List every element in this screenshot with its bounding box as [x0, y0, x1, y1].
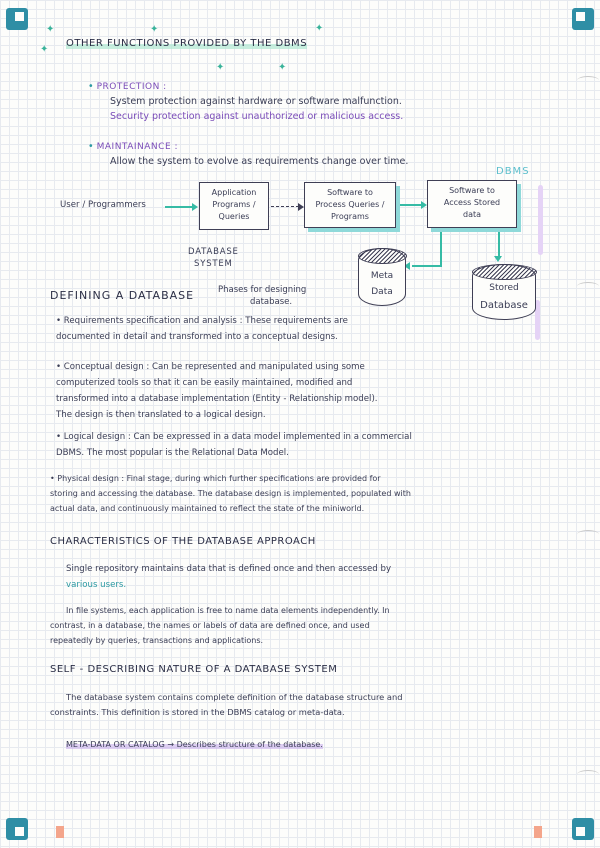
paragraph-line: transformed into a database implementation (Entity - Relationship model).: [56, 393, 378, 404]
box-line: Programs: [331, 212, 369, 221]
access-stored-data-box: [427, 180, 517, 228]
star-doodle-icon: ✦: [150, 24, 159, 35]
meta-data-note: [66, 740, 323, 749]
paragraph-line: actual data, and continuously maintained to reflect the state of the miniworld.: [50, 503, 365, 513]
paragraph-line: constraints. This definition is stored in the DBMS catalog or meta-data.: [50, 707, 345, 718]
protection-label: PROTECTION :: [96, 82, 167, 92]
box-line: Software to: [327, 188, 373, 197]
defining-heading: [50, 284, 194, 303]
arrow-apps-to-process: [271, 206, 299, 207]
defining-heading-text: DEFINING A DATABASE: [50, 289, 195, 302]
physical-paragraph: [50, 472, 565, 516]
single-repository-paragraph: [66, 562, 556, 594]
paragraph-line: • Logical design : Can be expressed in a data model implemented in a commercial: [56, 432, 412, 442]
paragraph-line: storing and accessing the database. The database design is implemented, populated with: [50, 488, 411, 498]
box-line: Process Queries /: [315, 200, 385, 209]
database-system-label: [188, 246, 239, 270]
cylinder-top: [472, 264, 537, 280]
paragraph-line: various users.: [66, 579, 127, 590]
paragraph-line: repeatedly by queries, transactions and applications.: [50, 635, 264, 645]
paragraph-line: • Requirements specification and analysis : These requirements are: [56, 316, 348, 326]
self-describing-paragraph: [50, 690, 565, 721]
meta-data-note-text: META-DATA OR CATALOG → Describes structure of the database.: [66, 740, 323, 749]
protection-line-2: Security protection against unauthorized or malicious access.: [110, 110, 404, 122]
cylinder-line: Data: [371, 287, 393, 297]
arrow-process-to-access: [400, 204, 422, 206]
page-title-text: OTHER FUNCTIONS PROVIDED BY THE DBMS: [66, 38, 308, 49]
box-line: Programs /: [212, 200, 256, 209]
users-label: User / Programmers: [60, 200, 146, 210]
maintainance-label: MAINTAINANCE :: [96, 142, 179, 152]
box-line: Application: [211, 188, 257, 197]
arrow-head-icon: [494, 256, 502, 262]
file-systems-paragraph: [50, 604, 565, 648]
paragraph-line: • Physical design : Final stage, during which further specifications are provided for: [50, 474, 381, 483]
arrow-users-to-apps: [165, 206, 193, 208]
meta-data-cylinder: [358, 248, 406, 306]
paragraph-line: In file systems, each application is free to name data elements independently. In: [66, 606, 390, 615]
star-doodle-icon: ✦: [216, 62, 225, 73]
protection-line-1: System protection against hardware or software malfunction.: [110, 95, 402, 107]
bullet-icon: •: [88, 81, 97, 92]
maintainance-text: Allow the system to evolve as requirements change over time.: [110, 155, 409, 167]
process-queries-box: [304, 182, 396, 228]
defining-subtitle-line-1: Phases for designing: [218, 285, 307, 295]
cylinder-line: Database: [480, 300, 528, 311]
arrow-head-icon: [192, 203, 198, 211]
paragraph-line: contrast, in a database, the names or labels of data are defined once, and used: [50, 620, 370, 630]
star-doodle-icon: ✦: [40, 44, 49, 55]
paragraph-line: documented in detail and transformed into a conceptual designs.: [56, 331, 338, 342]
system-label-line: SYSTEM: [194, 259, 233, 269]
connector-to-meta: [412, 265, 442, 267]
dbms-label: DBMS: [496, 166, 530, 177]
requirements-paragraph: [56, 314, 556, 346]
star-doodle-icon: ✦: [278, 62, 287, 73]
conceptual-paragraph: [56, 360, 566, 424]
paragraph-line: Single repository maintains data that is defined once and then accessed by: [66, 564, 392, 574]
connector-to-stored: [498, 232, 500, 258]
connector-to-meta: [440, 232, 442, 265]
paragraph-line: The design is then translated to a logical design.: [56, 409, 266, 420]
characteristics-heading: CHARACTERISTICS OF THE DATABASE APPROACH: [50, 536, 316, 547]
stored-database-cylinder: [472, 264, 536, 320]
star-doodle-icon: ✦: [315, 23, 324, 34]
system-label-line: DATABASE: [188, 247, 239, 257]
cylinder-top: [358, 248, 407, 264]
paragraph-line: computerized tools so that it can be easily maintained, modified and: [56, 377, 353, 388]
defining-subtitle: [218, 284, 306, 308]
defining-subtitle-line-2: database.: [250, 297, 293, 307]
box-line: data: [462, 210, 482, 219]
cylinder-line: Meta: [370, 271, 394, 281]
self-describing-heading: SELF - DESCRIBING NATURE OF A DATABASE SYSTEM: [50, 664, 338, 675]
bullet-icon: •: [88, 141, 97, 152]
logical-paragraph: [56, 430, 566, 462]
box-line: Software to: [449, 186, 495, 195]
paragraph-line: The database system contains complete definition of the database structure and: [66, 692, 403, 702]
paragraph-line: DBMS. The most popular is the Relational Data Model.: [56, 447, 289, 458]
box-line: Queries: [218, 212, 250, 221]
star-doodle-icon: ✦: [46, 24, 55, 35]
box-line: Access Stored: [443, 198, 501, 207]
application-programs-box: [199, 182, 269, 230]
paragraph-line: • Conceptual design : Can be represented and manipulated using some: [56, 362, 365, 372]
cylinder-line: Stored: [489, 283, 519, 293]
